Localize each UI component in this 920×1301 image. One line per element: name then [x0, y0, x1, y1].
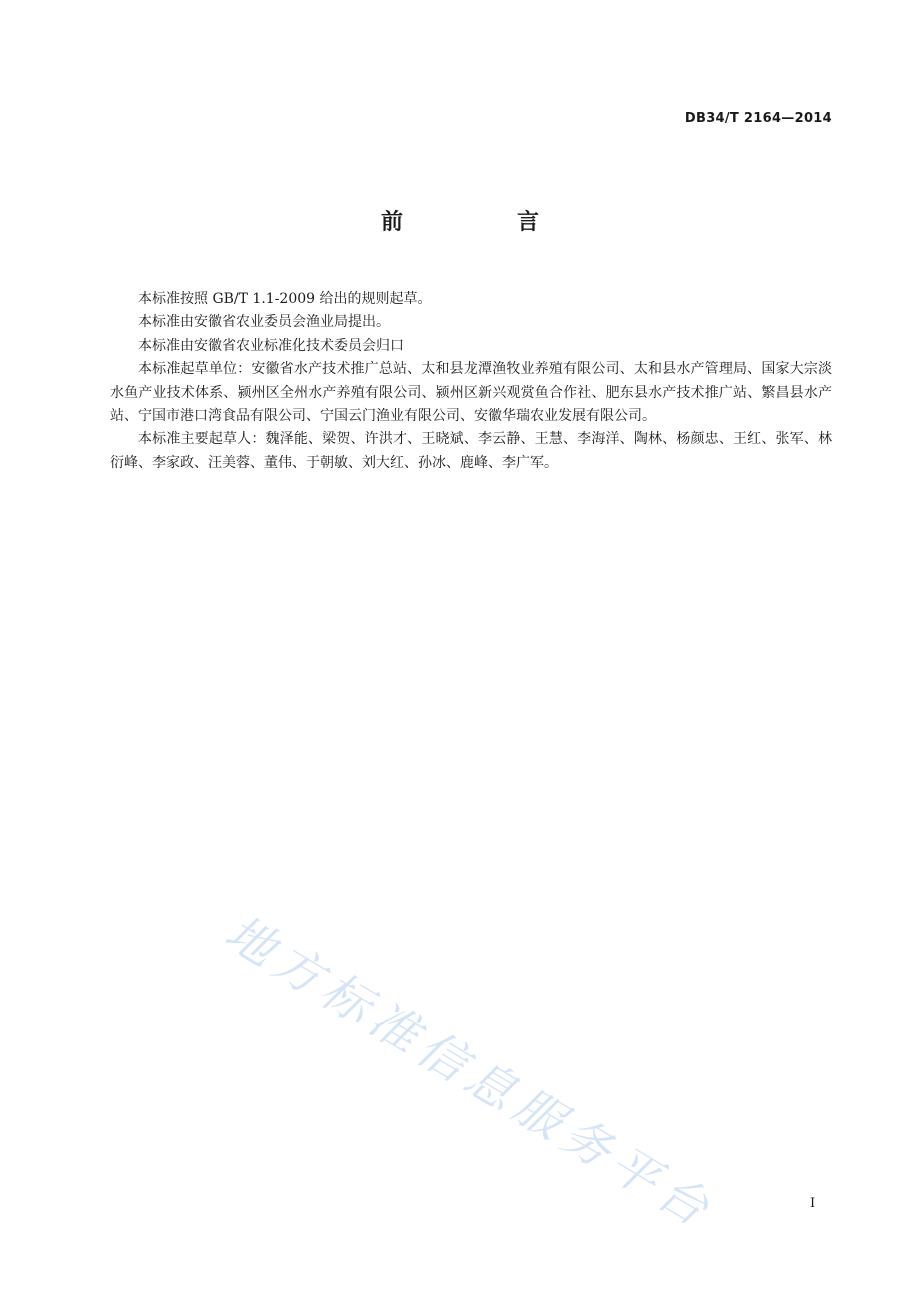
paragraph-drafting-units: 本标准起草单位：安徽省水产技术推广总站、太和县龙潭渔牧业养殖有限公司、太和县水产管理局、国家大宗淡水鱼产业技术体系、颍州区全州水产养殖有限公司、颍州区新兴观赏鱼合作社、肥东县水产技术推广站、繁昌县水产站、宁国市港口湾食品有限公司、宁国云门渔业有限公司、安徽华瑞农业发展有限公司。	[110, 361, 832, 425]
page-number: I	[810, 1196, 816, 1211]
watermark: 地方标准信息服务平台	[215, 904, 725, 1241]
page-title: 前 言	[380, 210, 585, 235]
foreword-body	[110, 288, 832, 475]
standard-code: DB34/T 2164—2014	[684, 111, 832, 126]
paragraph-drafters: 本标准主要起草人：魏泽能、梁贺、许洪才、王晓斌、李云静、王慧、李海洋、陶林、杨颜忠、王红、张军、林衍峰、李家政、汪美蓉、董伟、于朝敏、刘大红、孙冰、鹿峰、李广军。	[110, 431, 832, 471]
paragraph-proposer: 本标准由安徽省农业委员会渔业局提出。	[138, 314, 390, 331]
paragraph-centralized-by: 本标准由安徽省农业标准化技术委员会归口	[138, 337, 404, 354]
paragraph-drafting-rules: 本标准按照 GB/T 1.1-2009 给出的规则起草。	[138, 291, 432, 307]
